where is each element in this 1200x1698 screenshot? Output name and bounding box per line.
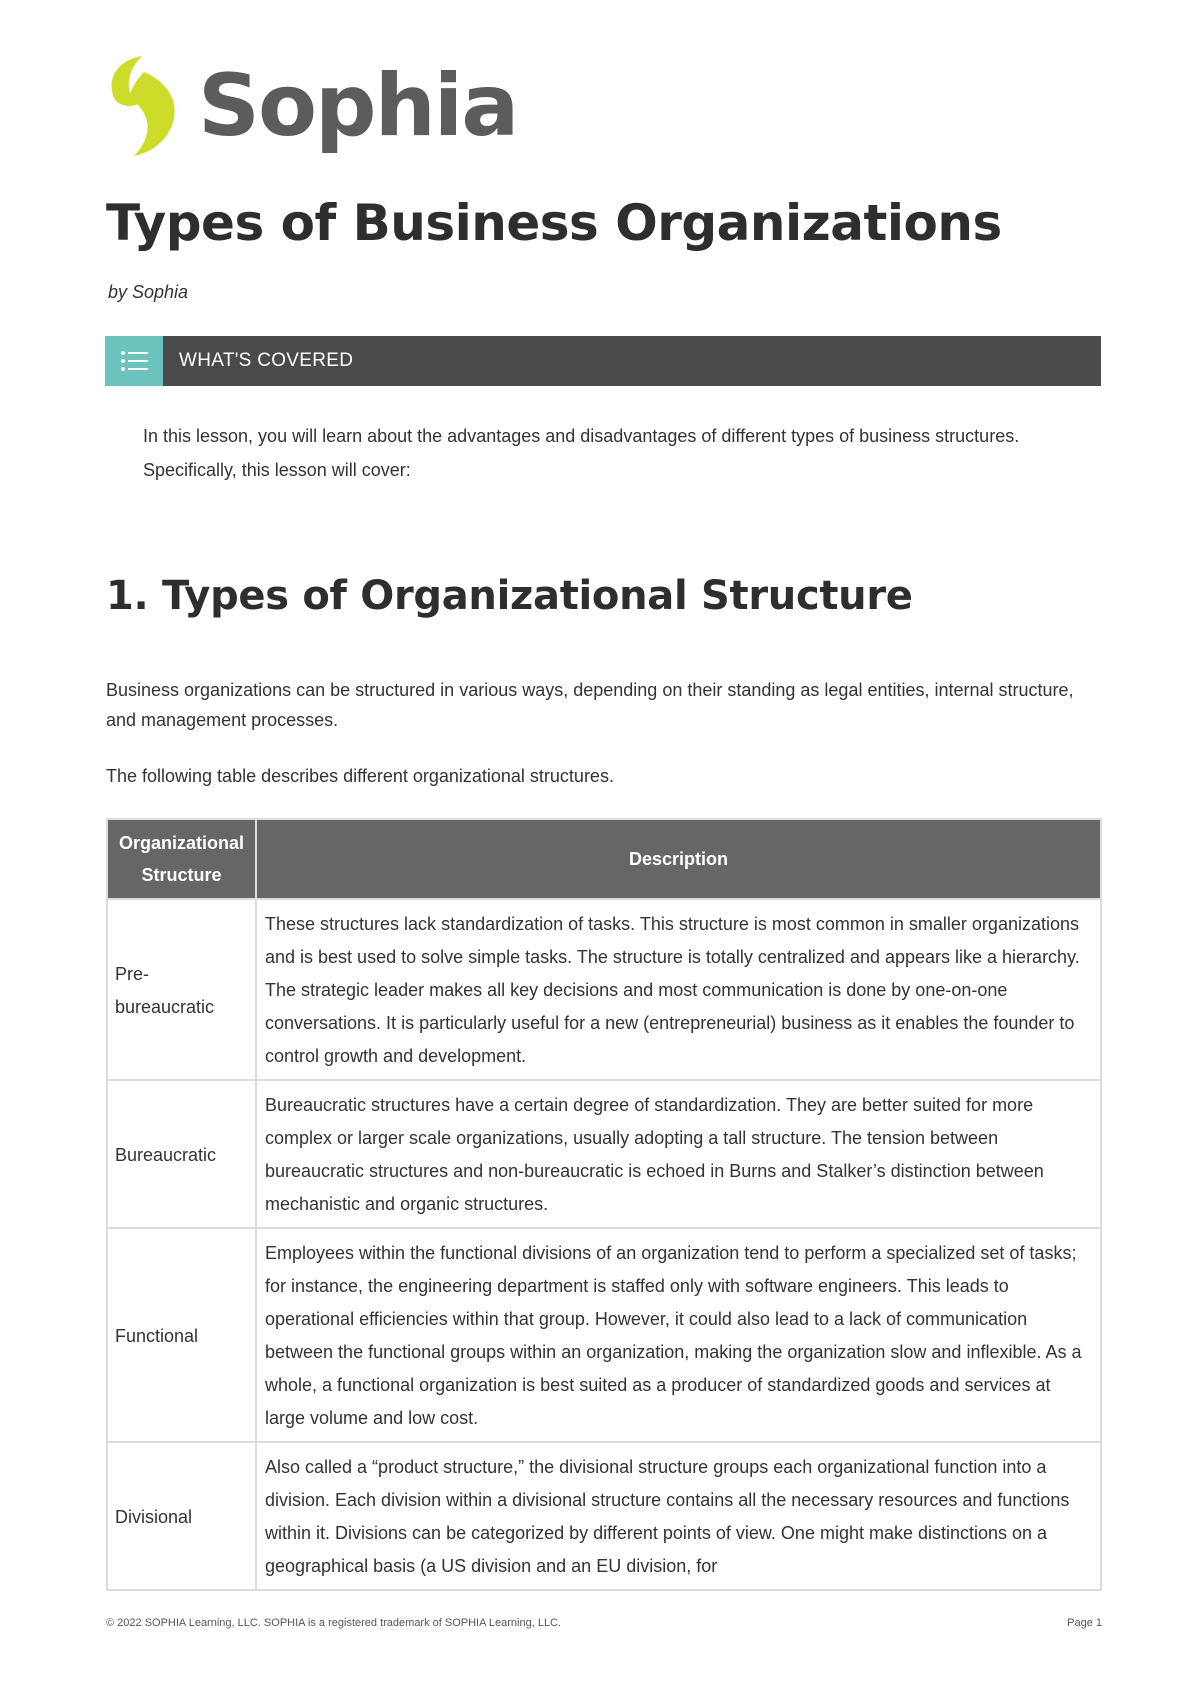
header-description: Description bbox=[256, 819, 1101, 899]
sophia-logo bbox=[104, 54, 517, 158]
intro-text: In this lesson, you will learn about the advantages and disadvantages of different types of business structures. Specifically, this lesson will cover: bbox=[143, 426, 1020, 480]
table-row bbox=[107, 899, 1101, 1080]
section-title: 1. Types of Organizational Structure bbox=[106, 573, 913, 619]
structure-name: Bureaucratic bbox=[107, 1080, 256, 1228]
page-title: Types of Business Organizations bbox=[106, 194, 1002, 252]
byline: by Sophia bbox=[108, 282, 189, 302]
list-icon bbox=[105, 336, 163, 386]
whats-covered-banner bbox=[105, 336, 1101, 386]
table-row bbox=[107, 1228, 1101, 1442]
header-structure: Organizational Structure bbox=[107, 819, 256, 899]
sophia-logo-icon bbox=[104, 54, 178, 158]
footer-copyright: © 2022 SOPHIA Learning, LLC. SOPHIA is a registered trademark of SOPHIA Learning, LLC. bbox=[106, 1617, 562, 1629]
structure-description: These structures lack standardization of tasks. This structure is most common in smaller organizations and is best used to solve simple tasks. The structure is totally centralized and appears like a hierarchy. The strategic leader makes all key decisions and most communication is done by one-on-one conversations. It is particularly useful for a new (entrepreneurial) business as it enables the founder to control growth and development. bbox=[256, 899, 1101, 1080]
table-row bbox=[107, 1442, 1101, 1590]
table-row bbox=[107, 1080, 1101, 1228]
table-intro: The following table describes different organizational structures. bbox=[106, 766, 614, 786]
structure-name: Divisional bbox=[107, 1442, 256, 1590]
structure-description: Bureaucratic structures have a certain degree of standardization. They are better suited for more complex or larger scale organizations, usually adopting a tall structure. The tension between bureaucratic structures and non-bureaucratic is echoed in Burns and Stalker’s distinction between mechanistic and organic structures. bbox=[256, 1080, 1101, 1228]
structure-name: Functional bbox=[107, 1228, 256, 1442]
structure-name: Pre-bureaucratic bbox=[107, 899, 256, 1080]
logo-wordmark: Sophia bbox=[198, 56, 518, 156]
structures-table bbox=[106, 818, 1102, 1591]
page-number: Page 1 bbox=[1067, 1617, 1102, 1629]
structure-description: Employees within the functional divisions of an organization tend to perform a specialized set of tasks; for instance, the engineering department is staffed only with software engineers. This leads to operational efficiencies within that group. However, it could also lead to a lack of communication between the functional groups within an organization, making the organization slow and inflexible. As a whole, a functional organization is best suited as a producer of standardized goods and services at large volume and low cost. bbox=[256, 1228, 1101, 1442]
section-paragraph: Business organizations can be structured in various ways, depending on their standing as legal entities, internal structure, and management processes. bbox=[106, 680, 1074, 730]
structure-description: Also called a “product structure,” the divisional structure groups each organizational function into a division. Each division within a divisional structure contains all the necessary resources and functions within it. Divisions can be categorized by different points of view. One might make distinctions on a geographical basis (a US division and an EU division, for bbox=[256, 1442, 1101, 1590]
table-header-row bbox=[107, 819, 1101, 899]
whats-covered-label: WHAT'S COVERED bbox=[179, 350, 354, 371]
